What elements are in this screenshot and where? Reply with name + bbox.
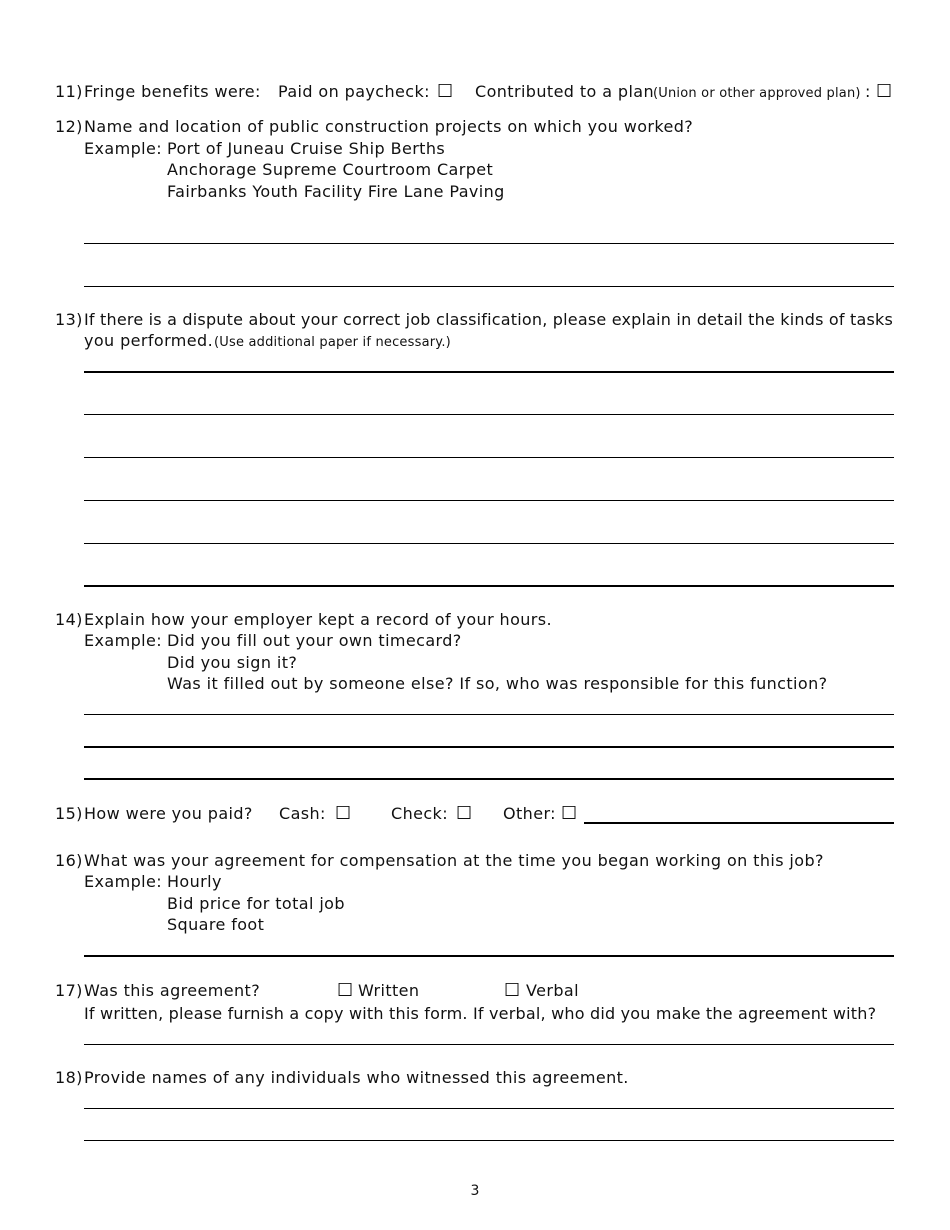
- q15-check-checkbox[interactable]: ☐: [456, 803, 473, 824]
- q14-question: Explain how your employer kept a record of your hours.: [84, 610, 552, 629]
- q11-colon: :: [865, 82, 871, 101]
- q12-answer-line-2[interactable]: [84, 286, 894, 287]
- q17-written-label: Written: [358, 981, 420, 1000]
- q13-note: (Use additional paper if necessary.): [214, 335, 451, 350]
- q11-paid-on-paycheck-checkbox[interactable]: ☐: [437, 81, 454, 102]
- q17-written-checkbox[interactable]: ☐: [337, 980, 354, 1001]
- q17-followup: If written, please furnish a copy with this form. If verbal, who did you make the agreement with?: [84, 1004, 877, 1023]
- q17-verbal-label: Verbal: [526, 981, 579, 1000]
- q14-example-label: Example:: [84, 631, 163, 650]
- q11-plan-note: (Union or other approved plan): [653, 86, 861, 101]
- q11-number: 11): [55, 82, 83, 101]
- q17-question: Was this agreement?: [84, 981, 261, 1000]
- q11-paid-on-paycheck-label: Paid on paycheck:: [278, 82, 430, 101]
- q12-example-3: Fairbanks Youth Facility Fire Lane Paving: [167, 182, 505, 201]
- q12-example-1: Port of Juneau Cruise Ship Berths: [167, 139, 446, 158]
- q14-answer-line-3[interactable]: [84, 778, 894, 780]
- q13-number: 13): [55, 310, 83, 329]
- q16-number: 16): [55, 851, 83, 870]
- q15-other-line[interactable]: [584, 822, 894, 824]
- q18-question: Provide names of any individuals who witnessed this agreement.: [84, 1068, 629, 1087]
- q11-contributed-checkbox[interactable]: ☐: [876, 81, 893, 102]
- q17-verbal-checkbox[interactable]: ☐: [504, 980, 521, 1001]
- q14-example-3: Was it filled out by someone else? If so, who was responsible for this function?: [167, 674, 828, 693]
- q12-number: 12): [55, 117, 83, 136]
- q16-answer-line[interactable]: [84, 955, 894, 957]
- q14-number: 14): [55, 610, 83, 629]
- q13-answer-line-6[interactable]: [84, 585, 894, 587]
- q18-answer-line-1[interactable]: [84, 1108, 894, 1109]
- q13-question-line-1: If there is a dispute about your correct job classification, please explain in detail the kinds of tasks: [84, 310, 894, 329]
- q12-answer-line-1[interactable]: [84, 243, 894, 244]
- q16-example-1: Hourly: [167, 872, 222, 891]
- q18-answer-line-2[interactable]: [84, 1140, 894, 1141]
- q13-question-line-2: you performed.: [84, 331, 214, 350]
- q14-answer-line-2[interactable]: [84, 746, 894, 748]
- q14-example-2: Did you sign it?: [167, 653, 298, 672]
- q17-number: 17): [55, 981, 83, 1000]
- q12-question: Name and location of public construction projects on which you worked?: [84, 117, 694, 136]
- q15-question: How were you paid?: [84, 804, 253, 823]
- q15-check-label: Check:: [391, 804, 449, 823]
- q16-question: What was your agreement for compensation at the time you began working on this job?: [84, 851, 824, 870]
- q15-cash-checkbox[interactable]: ☐: [335, 803, 352, 824]
- q14-example-1: Did you fill out your own timecard?: [167, 631, 462, 650]
- q18-number: 18): [55, 1068, 83, 1087]
- q11-label: Fringe benefits were:: [84, 82, 261, 101]
- q16-example-3: Square foot: [167, 915, 265, 934]
- q15-other-label: Other:: [503, 804, 556, 823]
- q13-answer-line-1[interactable]: [84, 371, 894, 373]
- q14-answer-line-1[interactable]: [84, 714, 894, 715]
- q13-answer-line-2[interactable]: [84, 414, 894, 415]
- q17-answer-line[interactable]: [84, 1044, 894, 1045]
- q16-example-2: Bid price for total job: [167, 894, 345, 913]
- q16-example-label: Example:: [84, 872, 163, 891]
- q15-number: 15): [55, 804, 83, 823]
- q11-contributed-label: Contributed to a plan: [475, 82, 655, 101]
- q12-example-2: Anchorage Supreme Courtroom Carpet: [167, 160, 494, 179]
- q15-cash-label: Cash:: [279, 804, 326, 823]
- q15-other-checkbox[interactable]: ☐: [561, 803, 578, 824]
- q13-answer-line-3[interactable]: [84, 457, 894, 458]
- q12-example-label: Example:: [84, 139, 163, 158]
- q13-answer-line-5[interactable]: [84, 543, 894, 544]
- page-number: 3: [470, 1183, 480, 1199]
- q13-answer-line-4[interactable]: [84, 500, 894, 501]
